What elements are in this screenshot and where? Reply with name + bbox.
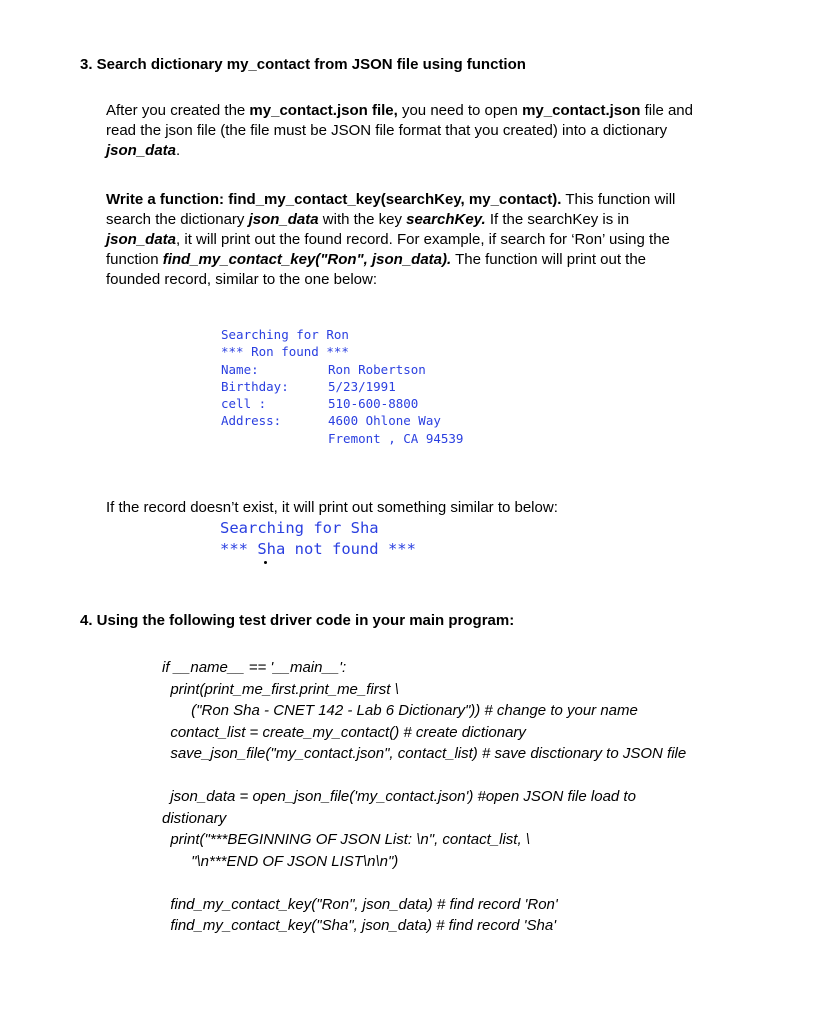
function-call: find_my_contact_key("Ron", json_data). <box>162 251 452 268</box>
test-driver-code <box>162 657 686 937</box>
code-line: find_my_contact_key("Sha", json_data) # find record 'Sha' <box>162 917 557 934</box>
field-value: Ron Robertson <box>328 361 426 377</box>
text-run: , it will print out the found record. For example, if search for ‘Ron’ using the <box>176 231 670 248</box>
variable-name: json_data <box>106 231 177 248</box>
code-line-blank <box>162 765 686 787</box>
output-found-block <box>221 326 463 447</box>
output-field-row <box>221 430 463 447</box>
text-run: If the searchKey is in <box>485 211 630 228</box>
paragraph-2-line-3 <box>106 230 675 250</box>
text-run: The function will print out the <box>451 251 647 268</box>
code-line: distionary <box>162 809 227 827</box>
paragraph-2-line-2 <box>106 210 675 230</box>
paragraph-1-line-2: read the json file (the file must be JSON file format that you created) into a dictionary <box>106 122 668 139</box>
code-line: json_data = open_json_file('my_contact.json') #open JSON file load to <box>162 788 636 805</box>
field-value: 4600 Ohlone Way <box>328 413 441 429</box>
field-label: cell : <box>221 396 267 412</box>
variable-name: searchKey. <box>406 211 486 228</box>
code-line: contact_list = create_my_contact() # create dictionary <box>162 723 526 741</box>
field-value: Fremont , CA 94539 <box>328 430 464 446</box>
variable-name: json_data <box>106 142 177 159</box>
field-label: Address: <box>221 413 282 429</box>
field-value: 5/23/1991 <box>328 378 396 394</box>
paragraph-1 <box>106 101 693 161</box>
paragraph-2-line-1 <box>106 190 675 210</box>
code-line: print("***BEGINNING OF JSON List: \n", contact_list, \ <box>162 831 530 848</box>
code-line: if __name__ == '__main__': <box>162 659 347 676</box>
output-not-found-block <box>220 518 416 560</box>
text-run: with the key <box>318 211 407 228</box>
paragraph-2 <box>106 190 675 290</box>
code-line: ("Ron Sha - CNET 142 - Lab 6 Dictionary")) # change to your name <box>162 702 638 719</box>
text-run: file and <box>640 102 693 119</box>
output-field-row <box>221 412 463 429</box>
field-value: 510-600-8800 <box>328 396 419 412</box>
field-label: Name: <box>221 361 259 377</box>
paragraph-1-line-3 <box>106 141 693 161</box>
code-line: "\n***END OF JSON LIST\n\n") <box>162 852 399 870</box>
code-line: find_my_contact_key("Ron", json_data) # find record 'Ron' <box>162 895 558 913</box>
text-run: function <box>106 251 163 268</box>
section-3-heading: 3. Search dictionary my_contact from JSON file using function <box>80 56 526 73</box>
text-run: This function will <box>561 191 676 208</box>
code-line: print(print_me_first.print_me_first \ <box>162 680 399 698</box>
field-label <box>221 430 328 447</box>
section-4-heading: 4. Using the following test driver code in your main program: <box>80 612 515 629</box>
output-field-row <box>221 378 463 395</box>
text-run: you need to open <box>397 102 523 119</box>
paragraph-2-line-4 <box>106 250 675 270</box>
output-field-row <box>221 395 463 412</box>
text-run: . <box>176 142 181 159</box>
text-run: search the dictionary <box>106 211 249 228</box>
filename-bold: my_contact.json <box>522 102 641 119</box>
paragraph-2-line-5: founded record, similar to the one below: <box>106 271 377 288</box>
paragraph-3: If the record doesn’t exist, it will print out something similar to below: <box>106 499 558 516</box>
filename-bold: my_contact.json file, <box>249 102 398 119</box>
output-line: Searching for Sha <box>220 519 379 537</box>
stray-dot <box>264 561 267 564</box>
field-label: Birthday: <box>221 378 289 394</box>
output-line: Searching for Ron <box>221 327 349 342</box>
code-line: save_json_file("my_contact.json", contact_list) # save disctionary to JSON file <box>162 745 687 762</box>
paragraph-1-line-1 <box>106 101 693 121</box>
variable-name: json_data <box>248 211 319 228</box>
text-run: After you created the <box>106 102 250 119</box>
output-line: *** Sha not found *** <box>220 540 416 558</box>
output-field-row <box>221 361 463 378</box>
code-line-blank <box>162 872 686 894</box>
function-signature: Write a function: find_my_contact_key(searchKey, my_contact). <box>106 191 562 208</box>
output-line: *** Ron found *** <box>221 344 349 360</box>
